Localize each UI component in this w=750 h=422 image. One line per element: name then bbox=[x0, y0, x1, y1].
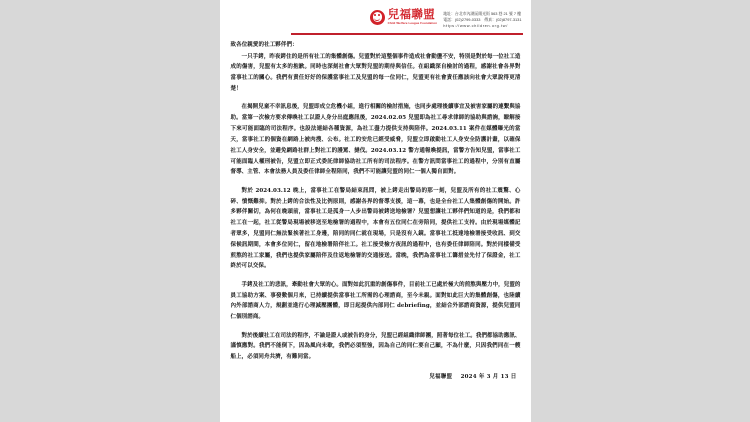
cwlf-mascot-icon bbox=[370, 10, 385, 25]
mascot-eye-right bbox=[378, 14, 380, 16]
signature-line bbox=[229, 372, 523, 380]
logo-name-cn: 兒福聯盟 bbox=[387, 7, 436, 21]
paragraph: 手銬及社工的悲訊，牽動社會大眾的心。面對如此沉重的創傷事件，目前社工已處於極大的煎熬與壓力中，兒盟的員工協助方案、事發數個月來，已持續提供當事社工所需的心理諮商，至今未親。面對如此巨大的集體創傷，也陸續內外部諮商人力，規劃並進行心理減壓團體，即日起提供內部同仁 debriefing，並結合外部諮商資源，提供兒盟同仁個別諮商。 bbox=[230, 281, 521, 321]
paragraph: 對於 2024.03.12 晚上，當事社工在警局結束訊問，被上銬走出警局的那一刻，兒盟及所有的社工震驚、心碎、憤慨難抑。對於上銬的合法性及比例原則，感謝各界的督導支援，這一幕，也是全台社工人集體創傷的開始。許多夥伴關切，為何在晚頭前，當事社工是孤身一人步出警局被銬送地檢署？兒盟想讓社工夥伴們知道的是，我們都和社工在一起，社工從警局現場被移送至地檢署的過程中，本會有五位同仁在旁陪同，提供社工支持。由於現場媒體記者眾多，兒盟同仁無法緊挨著社工身邊，陪同的同仁就在現場，只是沒有入鏡。當事社工抵達地檢署接受收訊、到交保候訊期間，本會多位同仁，留在地檢署陪伴社工。社工接受檢方夜訊的過程中，也有委任律師陪同。對於同樣備受煎熬的社工家屬，我們也提供家屬陪伴及往返地檢署的交通接送。當晚，我們為當事社工籌措並先付了保證金，社工終於可以交保。 bbox=[230, 187, 521, 270]
paragraph: 一只手銬，昨夜銬住的是所有社工的集體創傷。兒盟對於這整個事件造成社會動盪不安，特別是對於每一位社工造成的傷害，兒盟有太多的抱歉。同時也深刻社會大眾對兒盟的期待與信任。在組織深自檢討的過程，感謝社會各界對當事社工的關心。我們有責任好好的保護當事社工及兒盟的每一位同仁，兒盟更有社會責任應該向社會大眾說得更清楚！ bbox=[230, 53, 521, 93]
logo-wordmark bbox=[388, 9, 438, 25]
mascot-eye-left bbox=[374, 14, 376, 16]
contact-phone-fax: 電話：(02)2799-0333 傳真：(02)8797-3131 bbox=[443, 16, 522, 22]
contact-block bbox=[443, 9, 521, 29]
letter-body bbox=[229, 52, 523, 364]
signature-org: 兒福聯盟 bbox=[429, 374, 453, 381]
contact-website: https://www.children.org.tw/ bbox=[443, 23, 508, 29]
header-divider bbox=[291, 33, 523, 35]
paragraph: 對於後續社工在司法的程序，不論是證人或被告的身分，兒盟已經組織律師團，照著每位社工。我們都協助應訊、謹慎應對。我們不能倒下，因為風向未歇，我們必須堅強，因為自己的同仁要自己顧，不為什麼，只因我們同在一艘船上，必須同舟共濟，有難同當。 bbox=[230, 332, 521, 361]
signature-date: 2024 年 3 月 13 日 bbox=[460, 374, 517, 381]
organization-logo bbox=[370, 9, 437, 25]
header-divider-wrap bbox=[229, 33, 523, 35]
letter-page bbox=[220, 0, 531, 422]
paragraph: 在揭開兒童不幸訊息後，兒盟即成立危機小組，進行相關的檢討措施，也同步處理後續事宜及被害家屬的連繫與協助。當第一次檢方要求傳喚社工以證人身分出庭應訊後，2024.02.05 兒盟即為社工尋求律師的協助與諮詢，瞭解接下來可能面臨的司法程序。也設法連結各種資源，為社工盡力提供支持與陪伴。2024.03.11 案件在媒體曝光的當天，當事社工的個資在網路上被肉搜、公布。社工的安危已經受威脅，兒盟立即啟動社工人身安全防護計畫，以確保社工人身安全，並避免網路社群上對社工的謾罵、撻伐。2024.03.12 警方通報喚提訊，當警方告知兒盟，當事社工可能面臨人權刑被告，兒盟立即正式委託律師協助社工所有的司法程序。在警方訊問當事社工的過程中，分別有直屬督導、主管、本會法務人員及委任律師全程陪同，我們不可能讓兒盟的同仁一個人獨自面對。 bbox=[230, 104, 521, 176]
salutation: 致各位親愛的社工夥伴們： bbox=[230, 41, 298, 48]
letterhead bbox=[229, 6, 523, 29]
logo-name-en: Child Welfare League Foundation bbox=[387, 21, 438, 26]
contact-address: 地址：台北市內湖區陽光街 563 巷 21 號 7 樓 bbox=[443, 10, 522, 16]
